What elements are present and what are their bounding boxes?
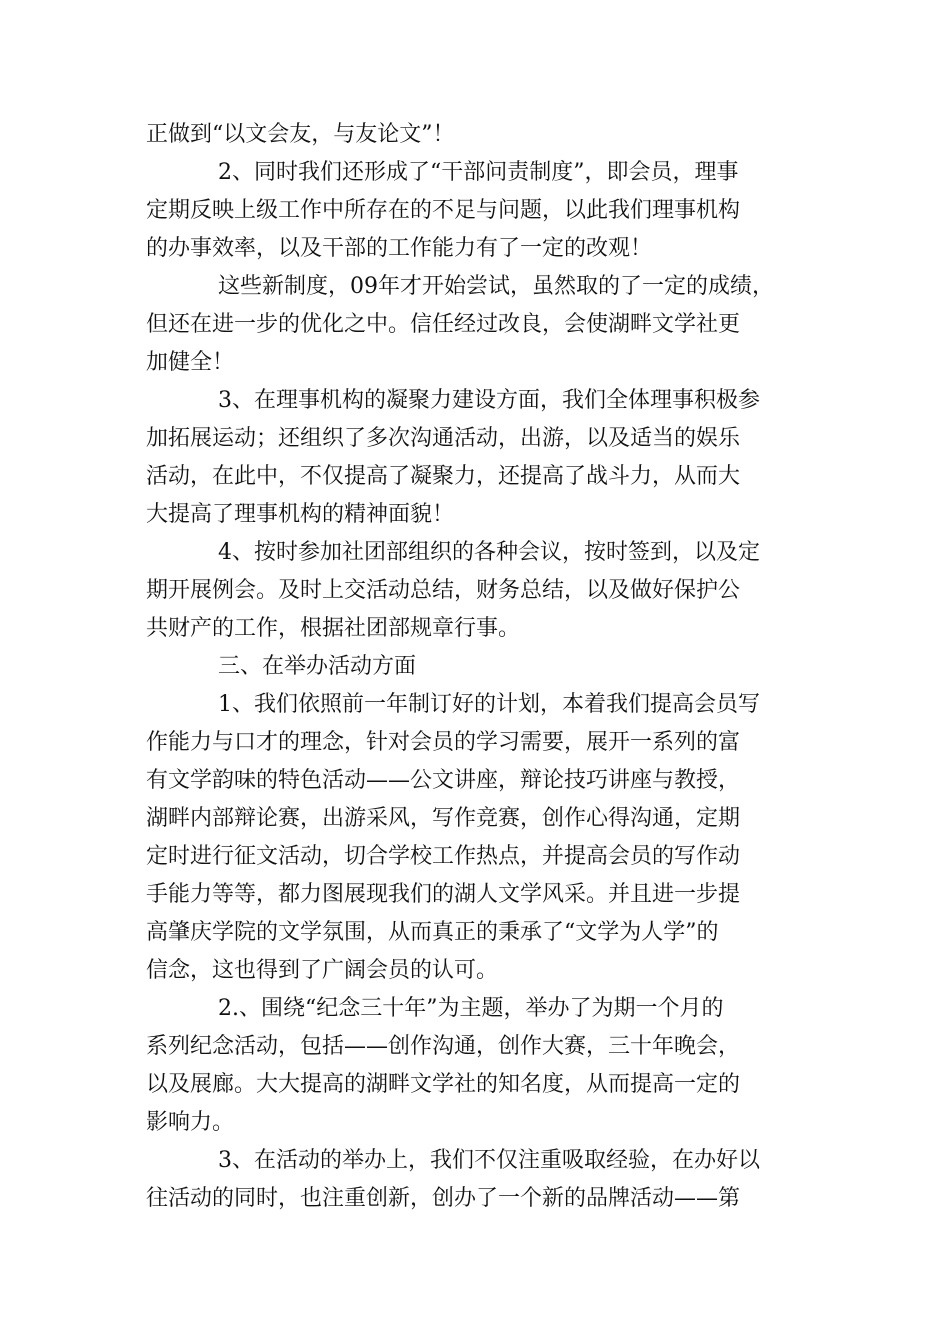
text-line: 4、按时参加社团部组织的各种会议，按时签到，以及定 (218, 540, 760, 565)
text-line: 期开展例会。及时上交活动总结，财务总结，以及做好保护公 (146, 578, 741, 603)
text-line: 往活动的同时，也注重创新，创办了一个新的品牌活动——第 (146, 1186, 741, 1211)
text-line: 共财产的工作，根据社团部规章行事。 (146, 616, 521, 641)
text-line: 3、在活动的举办上，我们不仅注重吸取经验，在办好以 (218, 1148, 760, 1173)
text-line: 2.、围绕“纪念三十年”为主题，举办了为期一个月的 (218, 996, 724, 1021)
body-text (146, 116, 814, 1218)
text-line: 加健全！ (146, 350, 235, 375)
text-line: 湖畔内部辩论赛，出游采风，写作竞赛，创作心得沟通，定期 (146, 806, 741, 831)
text-line: 这些新制度，09年才开始尝试，虽然取的了一定的成绩， (218, 274, 774, 299)
text-line: 以及展廊。大大提高的湖畔文学社的知名度，从而提高一定的 (146, 1072, 741, 1097)
text-line: 1、我们依照前一年制订好的计划，本着我们提高会员写 (218, 692, 760, 717)
text-line: 定期反映上级工作中所存在的不足与问题，以此我们理事机构 (146, 198, 741, 223)
text-line: 但还在进一步的优化之中。信任经过改良，会使湖畔文学社更 (146, 312, 741, 337)
text-line: 大提高了理事机构的精神面貌！ (146, 502, 455, 527)
text-line: 活动，在此中，不仅提高了凝聚力，还提高了战斗力，从而大 (146, 464, 741, 489)
text-line: 系列纪念活动，包括——创作沟通，创作大赛，三十年晚会， (146, 1034, 741, 1059)
text-line: 3、在理事机构的凝聚力建设方面，我们全体理事积极参 (218, 388, 760, 413)
text-line: 作能力与口才的理念，针对会员的学习需要，展开一系列的富 (146, 730, 741, 755)
text-line: 手能力等等，都力图展现我们的湖人文学风采。并且进一步提 (146, 882, 741, 907)
text-line: 高肇庆学院的文学氛围，从而真正的秉承了“文学为人学”的 (146, 920, 719, 945)
text-line: 的办事效率，以及干部的工作能力有了一定的改观！ (146, 236, 653, 261)
text-line: 有文学韵味的特色活动——公文讲座，辩论技巧讲座与教授， (146, 768, 741, 793)
text-line: 正做到“以文会友，与友论文”！ (146, 122, 455, 147)
text-line: 三、在举办活动方面 (218, 654, 417, 679)
text-line: 2、同时我们还形成了“干部问责制度”，即会员，理事 (218, 160, 739, 185)
text-line: 定时进行征文活动，切合学校工作热点，并提高会员的写作动 (146, 844, 741, 869)
text-line: 加拓展运动；还组织了多次沟通活动，出游，以及适当的娱乐 (146, 426, 741, 451)
text-line: 信念，这也得到了广阔会员的认可。 (146, 958, 499, 983)
text-line: 影响力。 (146, 1110, 235, 1135)
